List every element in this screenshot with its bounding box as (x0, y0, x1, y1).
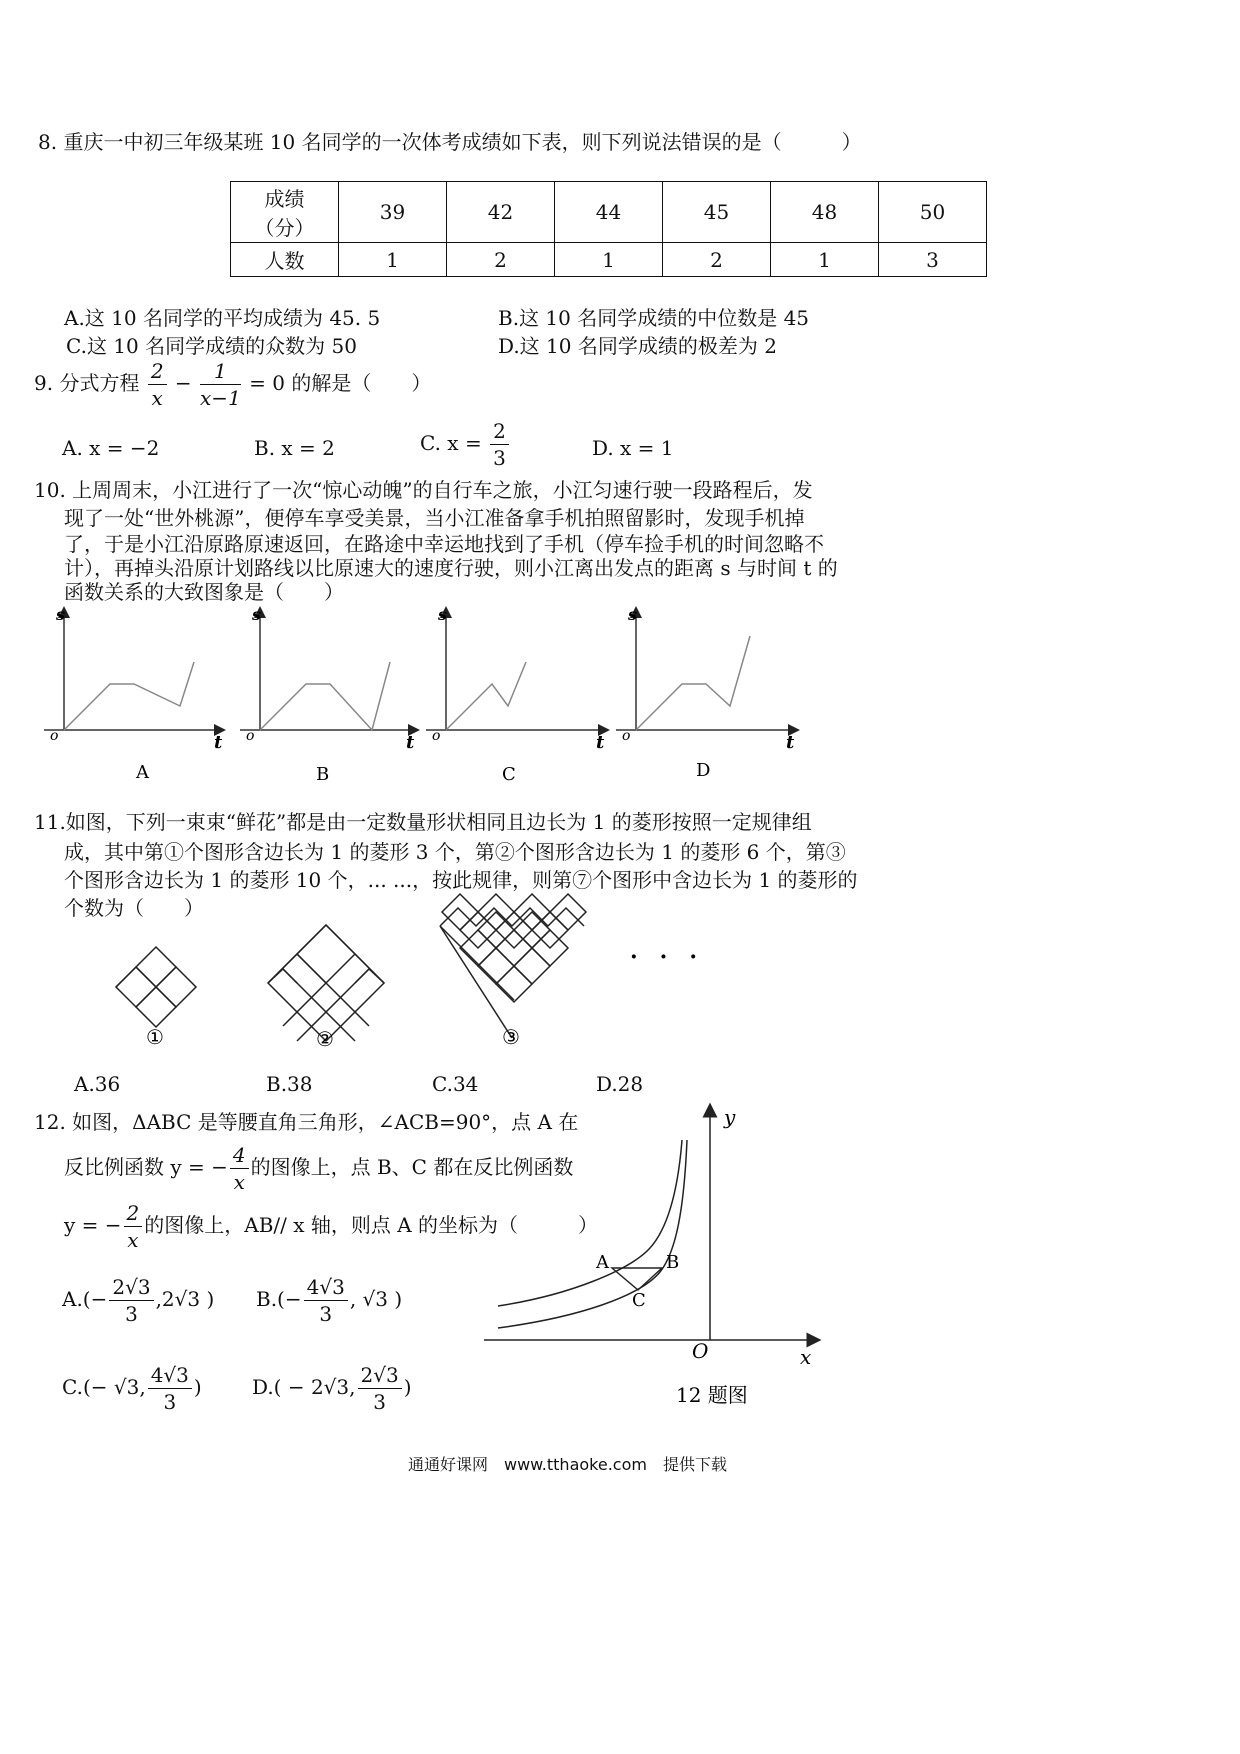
axis-label-s: s (252, 605, 262, 624)
origin-label: o (622, 728, 631, 744)
axis-label-y: y (724, 1105, 736, 1129)
table-cell: 44 (555, 182, 663, 243)
point-label-a: A (596, 1252, 609, 1273)
q8-stem: 8. 重庆一中初三年级某班 10 名同学的一次体考成绩如下表，则下列说法错误的是（ ） (38, 130, 862, 154)
rhombus-figure-2 (268, 925, 384, 1041)
q8-option-b: B.这 10 名同学成绩的中位数是 45 (498, 306, 810, 330)
axis-label-x: x (800, 1345, 812, 1369)
footer-source: 通通好课网 www.tthaoke.com 提供下载 (408, 1455, 727, 1474)
axis-label-s: s (628, 605, 638, 624)
q9-stem: 9. 分式方程 $\frac{2}{x}$ − $\frac{1}{x-1}$ = 0 的解是（ ） (34, 359, 432, 410)
graph-b (240, 605, 415, 785)
q11-line: 个数为（ ） (64, 896, 204, 920)
rhombus (478, 948, 514, 984)
origin-label: o (246, 728, 255, 744)
graph-b-curve (260, 662, 390, 730)
curve-outer (498, 1140, 682, 1306)
table-cell: 1 (555, 243, 663, 277)
origin-label: O (692, 1339, 709, 1363)
q11-line: 成，其中第①个图形含边长为 1 的菱形 3 个，第②个图形含边长为 1 的菱形 6 个，第③ (64, 840, 846, 864)
q10-line: 函数关系的大致图象是（ ） (64, 580, 344, 604)
axis-label-s: s (56, 605, 66, 624)
q10-line: 了，于是小江沿原路原速返回，在路途中幸运地找到了手机（停车捡手机的时间忽略不 (64, 532, 824, 556)
q12-option-b: B.(− $\frac{4√3}{3}$ , √3 ) (256, 1275, 403, 1326)
curve-inner (498, 1140, 687, 1328)
q11-line: 11.如图，下列一束束“鲜花”都是由一定数量形状相同且边长为 1 的菱形按照一定规律组 (34, 810, 812, 834)
rhombus (442, 894, 478, 930)
graph-a (44, 605, 223, 783)
rhombus-figure-1 (116, 947, 196, 1027)
rhombus (496, 966, 532, 1002)
q11-option-c: C.34 (432, 1072, 479, 1096)
q9-option-b: B. x = 2 (254, 436, 335, 460)
axis-label-t: t (786, 732, 795, 753)
figure-label-3: ③ (502, 1025, 520, 1049)
origin-label: o (432, 728, 441, 744)
q8-option-c: C.这 10 名同学成绩的众数为 50 (66, 334, 357, 358)
q12-line-2: 反比例函数 y = − $\frac{4}{x}$ 的图像上，点 B、C 都在反比例函数 (64, 1143, 574, 1194)
table-cell: 1 (339, 243, 447, 277)
q10-line: 计），再掉头沿原计划路线以比原速大的速度行驶，则小江离出发点的距离 s 与时间 t 的 (64, 556, 838, 580)
graph-d (616, 605, 795, 781)
graph-label-c: C (502, 764, 516, 785)
q9-option-d: D. x = 1 (592, 436, 674, 460)
figure-caption: 12 题图 (676, 1383, 748, 1407)
q12-option-d: D.( − 2√3, $\frac{2√3}{3}$ ) (252, 1363, 412, 1414)
triangle-abc (612, 1268, 662, 1290)
q8-option-d: D.这 10 名同学成绩的极差为 2 (498, 334, 777, 358)
q9-option-a: A. x = −2 (62, 436, 160, 460)
q10-line: 现了一处“世外桃源”，便停车享受美景，当小江准备拿手机拍照留影时，发现手机掉 (64, 506, 805, 530)
rhombus (514, 948, 550, 984)
q8-option-a: A.这 10 名同学的平均成绩为 45. 5 (64, 306, 381, 330)
figure-label-2: ② (316, 1027, 334, 1051)
point-label-b: B (666, 1252, 680, 1273)
axis-label-t: t (596, 732, 605, 753)
graph-c-curve (446, 662, 526, 730)
graph-a-curve (64, 662, 194, 730)
graph-c (426, 605, 605, 785)
axis-label-t: t (214, 732, 223, 753)
graph-label-b: B (316, 764, 330, 785)
table-cell: 3 (879, 243, 987, 277)
graph-label-d: D (696, 760, 711, 781)
q12-option-c: C.(− √3, $\frac{4√3}{3}$ ) (62, 1363, 202, 1414)
table-cell: 42 (447, 182, 555, 243)
table-cell: 2 (663, 243, 771, 277)
graph-label-a: A (136, 762, 149, 783)
q11-option-d: D.28 (596, 1072, 644, 1096)
rhombus (550, 894, 586, 930)
point-label-c: C (632, 1290, 646, 1311)
table-cell: 48 (771, 182, 879, 243)
table-header-count: 人数 (231, 243, 339, 277)
axis-label-s: s (438, 605, 448, 624)
graph-d-curve (636, 636, 750, 730)
table-cell: 1 (771, 243, 879, 277)
q11-option-a: A.36 (74, 1072, 121, 1096)
table-cell: 45 (663, 182, 771, 243)
q12-line-3: y = − $\frac{2}{x}$ 的图像上，AB// x 轴，则点 A 的坐标为（ ） (64, 1201, 599, 1252)
q8-score-table (230, 181, 987, 277)
ellipsis-dots: · · · (630, 944, 697, 970)
q11-rhombus-figures (100, 890, 760, 1060)
q11-option-b: B.38 (266, 1072, 313, 1096)
origin-label: o (50, 728, 59, 744)
q12-figure (480, 1100, 830, 1420)
table-header-score: 成绩 （分） (231, 182, 339, 243)
table-cell: 50 (879, 182, 987, 243)
q12-line-1: 12. 如图，ΔABC 是等腰直角三角形，∠ACB=90°，点 A 在 (34, 1110, 579, 1134)
figure-label-1: ① (146, 1025, 164, 1049)
q10-graphs (30, 600, 810, 800)
table-cell: 39 (339, 182, 447, 243)
q9-option-c: C. x = $\frac{2}{3}$ (420, 418, 511, 471)
q12-option-a: A.(− $\frac{2√3}{3}$ ,2√3 ) (62, 1275, 215, 1326)
axis-label-t: t (406, 732, 415, 753)
q10-line: 10. 上周周末，小江进行了一次“惊心动魄”的自行车之旅，小江匀速行驶一段路程后，发 (34, 478, 813, 502)
table-cell: 2 (447, 243, 555, 277)
q11-line: 个图形含边长为 1 的菱形 10 个，... ...，按此规律，则第⑦个图形中含边长为 1 的菱形的 (64, 868, 858, 892)
